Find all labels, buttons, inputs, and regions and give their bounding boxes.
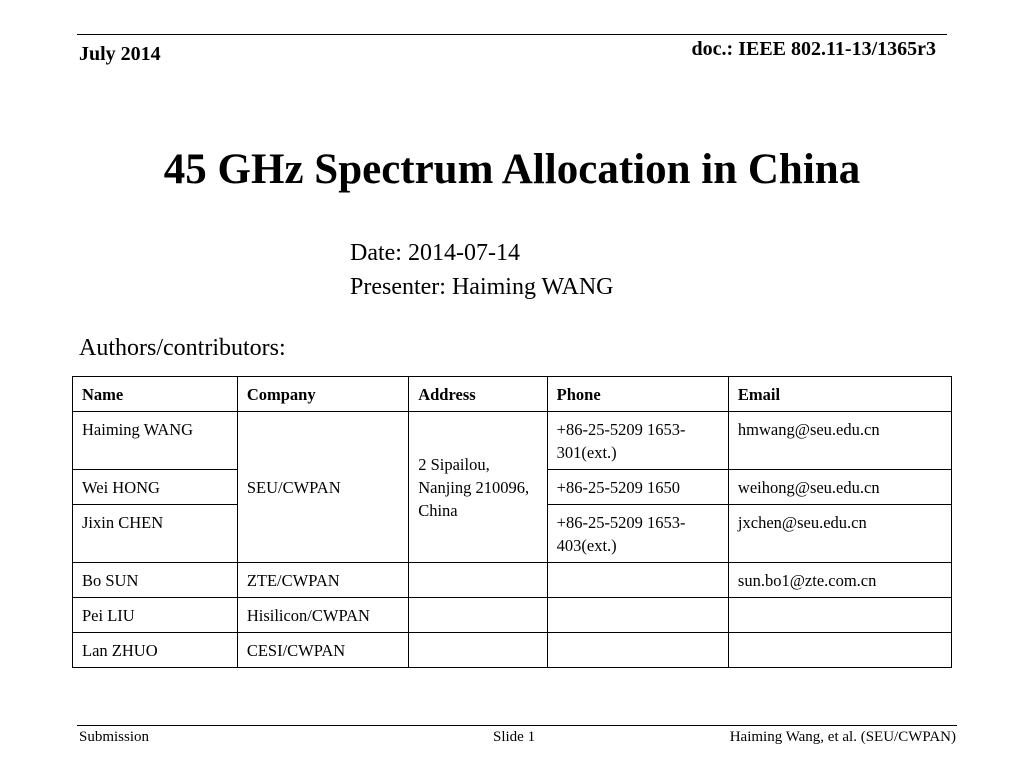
table-header-row xyxy=(73,377,952,412)
cell-name: Pei LIU xyxy=(73,598,238,633)
footer-authors: Haiming Wang, et al. (SEU/CWPAN) xyxy=(729,729,956,745)
slide-title: 45 GHz Spectrum Allocation in China xyxy=(163,146,861,193)
table-row xyxy=(73,598,952,633)
cell-email: weihong@seu.edu.cn xyxy=(728,470,951,505)
cell-name: Haiming WANG xyxy=(73,412,238,470)
table-row xyxy=(73,563,952,598)
meta-presenter: Presenter: Haiming WANG xyxy=(350,274,614,300)
column-header-email: Email xyxy=(728,377,951,412)
cell-name: Wei HONG xyxy=(73,470,238,505)
cell-email xyxy=(728,633,951,668)
cell-name: Bo SUN xyxy=(73,563,238,598)
footer-slide-number: Slide 1 xyxy=(493,729,536,745)
cell-phone: +86-25-5209 1653-301(ext.) xyxy=(547,412,728,470)
cell-phone xyxy=(547,633,728,668)
cell-address xyxy=(409,563,547,598)
cell-phone xyxy=(547,563,728,598)
cell-address xyxy=(409,598,547,633)
authors-table xyxy=(72,376,952,668)
header-rule xyxy=(77,34,947,35)
authors-label: Authors/contributors: xyxy=(79,335,286,361)
cell-name: Jixin CHEN xyxy=(73,505,238,563)
cell-name: Lan ZHUO xyxy=(73,633,238,668)
column-header-phone: Phone xyxy=(547,377,728,412)
cell-address xyxy=(409,633,547,668)
cell-company: SEU/CWPAN xyxy=(237,412,408,563)
column-header-company: Company xyxy=(237,377,408,412)
cell-phone xyxy=(547,598,728,633)
meta-date: Date: 2014-07-14 xyxy=(350,240,520,266)
cell-phone: +86-25-5209 1650 xyxy=(547,470,728,505)
cell-company: Hisilicon/CWPAN xyxy=(237,598,408,633)
table-row xyxy=(73,633,952,668)
header-doc-id: doc.: IEEE 802.11-13/1365r3 xyxy=(691,38,936,60)
cell-company: ZTE/CWPAN xyxy=(237,563,408,598)
cell-email: sun.bo1@zte.com.cn xyxy=(728,563,951,598)
column-header-name: Name xyxy=(73,377,238,412)
footer-submission: Submission xyxy=(79,729,150,745)
slide-meta xyxy=(350,236,614,304)
header-date: July 2014 xyxy=(79,43,161,65)
cell-company: CESI/CWPAN xyxy=(237,633,408,668)
cell-email: jxchen@seu.edu.cn xyxy=(728,505,951,563)
table-row xyxy=(73,412,952,470)
cell-email xyxy=(728,598,951,633)
cell-phone: +86-25-5209 1653-403(ext.) xyxy=(547,505,728,563)
cell-address: 2 Sipailou, Nanjing 210096, China xyxy=(409,412,547,563)
cell-email: hmwang@seu.edu.cn xyxy=(728,412,951,470)
footer-rule xyxy=(77,725,957,726)
column-header-address: Address xyxy=(409,377,547,412)
